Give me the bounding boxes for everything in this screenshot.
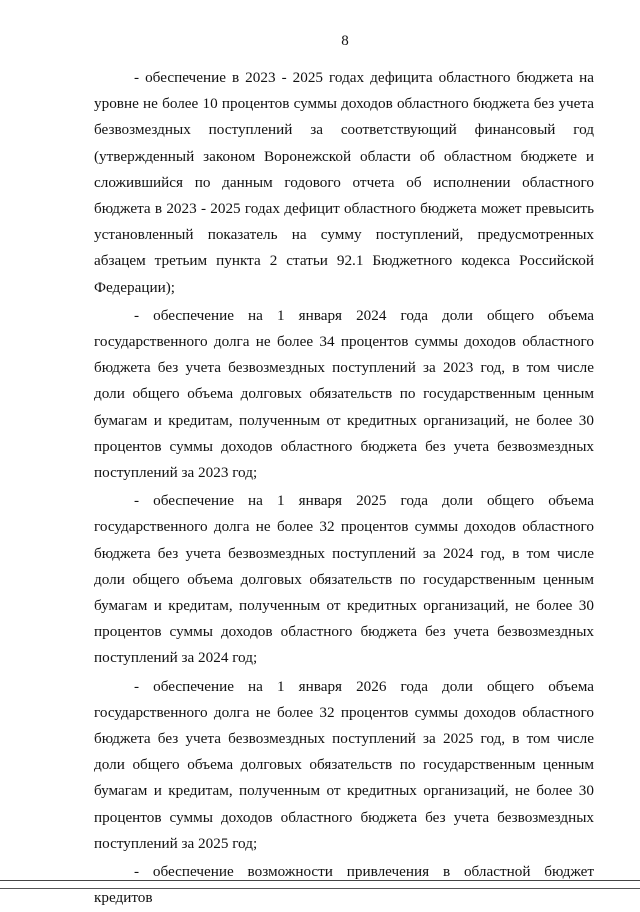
scan-edge-line	[0, 880, 640, 881]
page-number: 8	[341, 33, 349, 49]
paragraph-debt-2026: - обеспечение на 1 января 2026 года доли общего объема государственного долга не более 32 процентов суммы доходов областного бюджета без учета безвозмездных поступлений за 2025 год, в том числе доли общего объема долговых обязательств по государственным ценным бумагам и кредитам, полученным от кредитных организаций, не более 30 процентов суммы доходов областного бюджета без учета безвозмездных поступлений за 2025 год;	[94, 677, 594, 852]
paragraph-debt-2025: - обеспечение на 1 января 2025 года доли общего объема государственного долга не более 32 процентов суммы доходов областного бюджета без учета безвозмездных поступлений за 2024 год, в том числе доли общего объема долговых обязательств по государственным ценным бумагам и кредитам, полученным от кредитных организаций, не более 30 процентов суммы доходов областного бюджета без учета безвозмездных поступлений за 2024 год;	[94, 492, 594, 667]
paragraph-credits: - обеспечение возможности привлечения в областной бюджет кредитов	[94, 863, 594, 907]
scan-edge-line-lower	[0, 888, 640, 889]
paragraph-debt-2024: - обеспечение на 1 января 2024 года доли общего объема государственного долга не более 34 процентов суммы доходов областного бюджета без учета безвозмездных поступлений за 2023 год, в том числе доли общего объема долговых обязательств по государственным ценным бумагам и кредитам, полученным от кредитных организаций, не более 30 процентов суммы доходов областного бюджета без учета безвозмездных поступлений за 2023 год;	[94, 306, 594, 482]
document-body	[94, 65, 594, 912]
paragraph-deficit: - обеспечение в 2023 - 2025 годах дефицита областного бюджета на уровне не более 10 процентов суммы доходов областного бюджета без учета безвозмездных поступлений за соответствующий финансовый год (утвержденный законом Воронежской области об областном бюджете и сложившийся по данным годового отчета об исполнении областного бюджета в 2023 - 2025 годах дефицит областного бюджета может превысить установленный показатель на сумму поступлений, предусмотренных абзацем третьим пункта 2 статьи 92.1 Бюджетного кодекса Российской Федерации);	[94, 69, 594, 296]
